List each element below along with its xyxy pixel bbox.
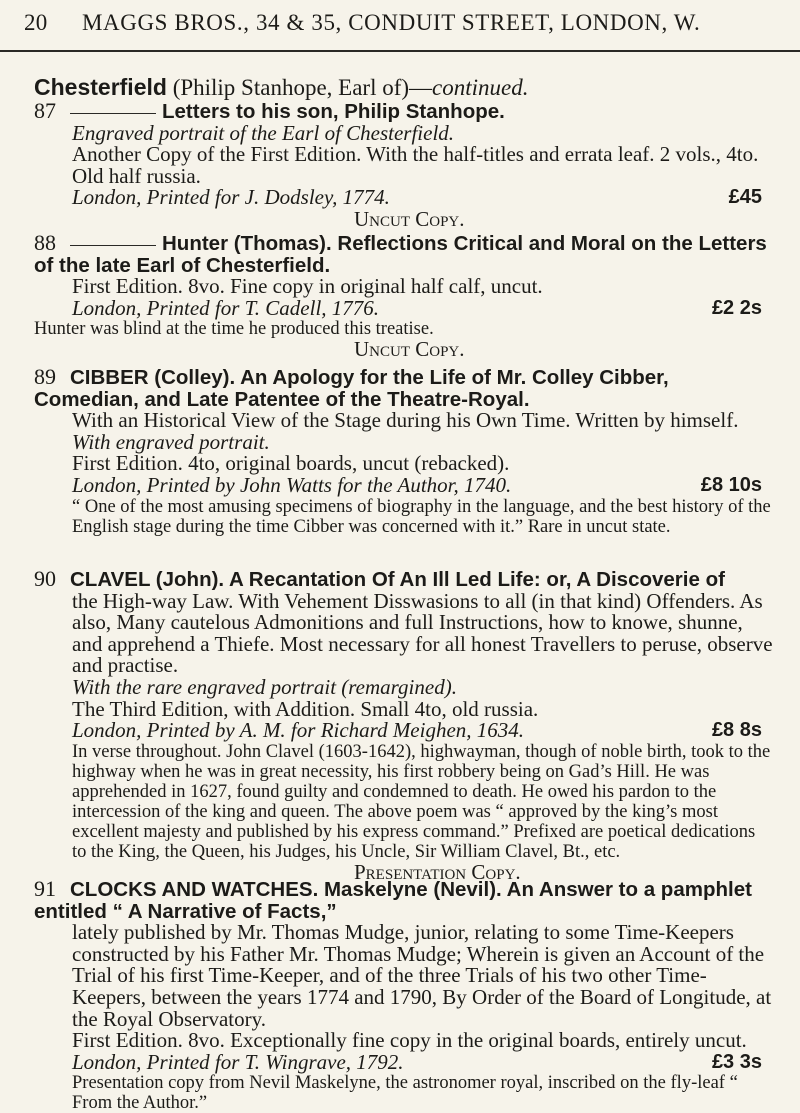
price: £8 10s [700, 473, 762, 496]
catalogue-entry-88: 88 Hunter (Thomas). Reflections Critical and Moral on the Letters of the late Earl of Chesterfield. First Edition. 8vo. Fine copy in original half calf, uncut. London, Printed for T. Cadell, 1776. £2 2s Hunter was blind at the time he produced this treatise. Uncut Copy. [34, 230, 767, 362]
section-heading: Chesterfield (Philip Stanhope, Earl of)—continued. [34, 74, 529, 100]
price: £3 3s [711, 1050, 762, 1073]
price: £45 [728, 186, 762, 209]
catalogue-entry-87: 87 Letters to his son, Philip Stanhope. Engraved portrait of the Earl of Chesterfield. Another Copy of the First Edition. With the half-titles and errata leaf. 2 vols., 4to. Old half russia. London, Printed for J. Dodsley, 1774. £45 Uncut Copy. [34, 98, 762, 231]
price: £8 8s [711, 719, 762, 742]
catalogue-entry-89: 89 CIBBER (Colley). An Apology for the Life of Mr. Colley Cibber, Comedian, and Late Patentee of the Theatre-Royal. With an Historical View of the Stage during his Own Time. Written by himself. With engraved portrait. First Edition. 4to, original boards, uncut (rebacked). London, Printed by John Watts for the Author, 1740. £8 10s “ One of the most amusing specimens of biography in the language, and the best history of the English stage during the time Cibber was concerned with it.” Rare in uncut state. [34, 364, 771, 537]
catalogue-entry-90: 90 CLAVEL (John). A Recantation Of An Ill Led Life: or, A Discoverie of the High-way Law. With Vehement Disswasions to all (in that kind) Offenders. As also, Many cautelous Admonitions and full Instructions, how to knowe, shunne, and apprehend a Thiefe. Most necessary for all honest Travellers to peruse, observe and practise. With the rare engraved portrait (remargined). The Third Edition, with Addition. Small 4to, old russia. London, Printed by A. M. for Richard Meighen, 1634. £8 8s In verse throughout. John Clavel (1603-1642), highwayman, though of noble birth, took to the highway when he was in great necessity, his first robbery being on Gad’s Hill. He was apprehended in 1627, found guilty and condemned to death. He owed his pardon to the intercession of the king and queen. The above poem was “ approved by the king’s most excellent majesty and published by his express command.” Prefixed are poetical dedications to the King, the Queen, his Judges, his Uncle, Sir William Clavel, Bt., etc. Presentation Copy. [34, 566, 773, 884]
page-header [24, 0, 780, 46]
price: £2 2s [711, 296, 762, 319]
header-rule [0, 50, 800, 52]
page-number: 20 [24, 10, 48, 35]
running-title: MAGGS BROS., 34 & 35, CONDUIT STREET, LONDON, W. [82, 10, 701, 35]
catalogue-entry-91: 91 CLOCKS AND WATCHES. Maskelyne (Nevil). An Answer to a pamphlet entitled “ A Narrative of Facts,” lately published by Mr. Thomas Mudge, junior, relating to some Time-Keepers constructed by his Father Mr. Thomas Mudge; Wherein is given an Account of the Trial of his first Time-Keeper, and of the three Trials of his two other Time-Keepers, between the years 1774 and 1790, By Order of the Board of Longitude, at the Royal Observatory. First Edition. 8vo. Exceptionally fine copy in the original boards, entirely uncut. London, Printed for T. Wingrave, 1792. £3 3s Presentation copy from Nevil Maskelyne, the astronomer royal, inscribed on the fly-leaf “ From the Author.” [34, 876, 772, 1113]
